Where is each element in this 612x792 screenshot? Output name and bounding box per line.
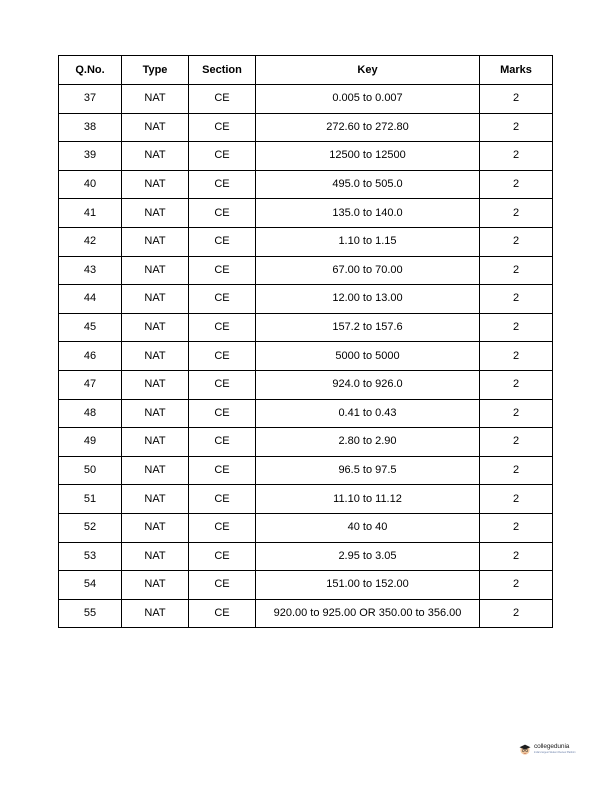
cell-type: NAT bbox=[122, 399, 189, 428]
header-section: Section bbox=[189, 56, 256, 85]
header-qno: Q.No. bbox=[59, 56, 122, 85]
table-row bbox=[59, 370, 553, 399]
table-row bbox=[59, 342, 553, 371]
cell-marks: 2 bbox=[480, 428, 553, 457]
cell-key: 151.00 to 152.00 bbox=[256, 571, 480, 600]
table-row bbox=[59, 113, 553, 142]
table-body bbox=[59, 85, 553, 628]
cell-marks: 2 bbox=[480, 170, 553, 199]
collegedunia-logo bbox=[518, 742, 576, 756]
cell-marks: 2 bbox=[480, 599, 553, 628]
cell-marks: 2 bbox=[480, 199, 553, 228]
cell-qno: 46 bbox=[59, 342, 122, 371]
cell-type: NAT bbox=[122, 227, 189, 256]
cell-key: 272.60 to 272.80 bbox=[256, 113, 480, 142]
cell-qno: 41 bbox=[59, 199, 122, 228]
cell-section: CE bbox=[189, 513, 256, 542]
cell-key: 2.80 to 2.90 bbox=[256, 428, 480, 457]
logo-tagline: India's largest Student Review Platform bbox=[534, 750, 576, 754]
cell-section: CE bbox=[189, 313, 256, 342]
table-row bbox=[59, 428, 553, 457]
cell-marks: 2 bbox=[480, 485, 553, 514]
cell-type: NAT bbox=[122, 542, 189, 571]
cell-type: NAT bbox=[122, 342, 189, 371]
cell-section: CE bbox=[189, 428, 256, 457]
cell-key: 67.00 to 70.00 bbox=[256, 256, 480, 285]
cell-qno: 39 bbox=[59, 142, 122, 171]
cell-qno: 47 bbox=[59, 370, 122, 399]
cell-section: CE bbox=[189, 370, 256, 399]
cell-section: CE bbox=[189, 399, 256, 428]
table-row bbox=[59, 256, 553, 285]
cell-section: CE bbox=[189, 199, 256, 228]
cell-type: NAT bbox=[122, 285, 189, 314]
cell-type: NAT bbox=[122, 313, 189, 342]
table-row bbox=[59, 456, 553, 485]
cell-type: NAT bbox=[122, 599, 189, 628]
cell-marks: 2 bbox=[480, 285, 553, 314]
table-header-row bbox=[59, 56, 553, 85]
cell-type: NAT bbox=[122, 428, 189, 457]
cell-key: 12.00 to 13.00 bbox=[256, 285, 480, 314]
cell-section: CE bbox=[189, 227, 256, 256]
answer-key-table bbox=[58, 55, 553, 628]
cell-key: 12500 to 12500 bbox=[256, 142, 480, 171]
table-row bbox=[59, 285, 553, 314]
cell-marks: 2 bbox=[480, 399, 553, 428]
table-row bbox=[59, 599, 553, 628]
cell-marks: 2 bbox=[480, 256, 553, 285]
cell-key: 0.005 to 0.007 bbox=[256, 85, 480, 114]
cell-type: NAT bbox=[122, 456, 189, 485]
table-row bbox=[59, 571, 553, 600]
cell-marks: 2 bbox=[480, 513, 553, 542]
table-row bbox=[59, 313, 553, 342]
cell-marks: 2 bbox=[480, 571, 553, 600]
cell-section: CE bbox=[189, 170, 256, 199]
cell-key: 135.0 to 140.0 bbox=[256, 199, 480, 228]
cell-qno: 43 bbox=[59, 256, 122, 285]
cell-key: 96.5 to 97.5 bbox=[256, 456, 480, 485]
cell-key: 0.41 to 0.43 bbox=[256, 399, 480, 428]
cell-qno: 51 bbox=[59, 485, 122, 514]
cell-section: CE bbox=[189, 285, 256, 314]
cell-marks: 2 bbox=[480, 227, 553, 256]
header-marks: Marks bbox=[480, 56, 553, 85]
cell-qno: 49 bbox=[59, 428, 122, 457]
cell-marks: 2 bbox=[480, 456, 553, 485]
cell-key: 495.0 to 505.0 bbox=[256, 170, 480, 199]
cell-qno: 52 bbox=[59, 513, 122, 542]
cell-type: NAT bbox=[122, 199, 189, 228]
cell-type: NAT bbox=[122, 170, 189, 199]
cell-marks: 2 bbox=[480, 370, 553, 399]
cell-marks: 2 bbox=[480, 113, 553, 142]
cell-qno: 37 bbox=[59, 85, 122, 114]
cell-marks: 2 bbox=[480, 142, 553, 171]
header-key: Key bbox=[256, 56, 480, 85]
cell-section: CE bbox=[189, 542, 256, 571]
table-row bbox=[59, 227, 553, 256]
cell-type: NAT bbox=[122, 85, 189, 114]
cell-section: CE bbox=[189, 142, 256, 171]
cell-qno: 54 bbox=[59, 571, 122, 600]
collegedunia-mascot-icon bbox=[518, 742, 532, 756]
cell-section: CE bbox=[189, 113, 256, 142]
cell-qno: 45 bbox=[59, 313, 122, 342]
cell-qno: 48 bbox=[59, 399, 122, 428]
cell-key: 1.10 to 1.15 bbox=[256, 227, 480, 256]
table-row bbox=[59, 170, 553, 199]
cell-marks: 2 bbox=[480, 342, 553, 371]
header-type: Type bbox=[122, 56, 189, 85]
cell-marks: 2 bbox=[480, 542, 553, 571]
cell-section: CE bbox=[189, 485, 256, 514]
cell-key: 40 to 40 bbox=[256, 513, 480, 542]
cell-key: 5000 to 5000 bbox=[256, 342, 480, 371]
cell-qno: 42 bbox=[59, 227, 122, 256]
cell-type: NAT bbox=[122, 142, 189, 171]
cell-type: NAT bbox=[122, 113, 189, 142]
cell-qno: 53 bbox=[59, 542, 122, 571]
table-row bbox=[59, 485, 553, 514]
cell-type: NAT bbox=[122, 571, 189, 600]
cell-qno: 38 bbox=[59, 113, 122, 142]
cell-qno: 50 bbox=[59, 456, 122, 485]
cell-type: NAT bbox=[122, 513, 189, 542]
cell-type: NAT bbox=[122, 370, 189, 399]
table-row bbox=[59, 199, 553, 228]
logo-name: collegedunia bbox=[534, 743, 570, 751]
table-row bbox=[59, 142, 553, 171]
cell-section: CE bbox=[189, 571, 256, 600]
cell-key: 11.10 to 11.12 bbox=[256, 485, 480, 514]
table-row bbox=[59, 513, 553, 542]
cell-key: 924.0 to 926.0 bbox=[256, 370, 480, 399]
cell-section: CE bbox=[189, 256, 256, 285]
cell-marks: 2 bbox=[480, 85, 553, 114]
table-row bbox=[59, 399, 553, 428]
cell-section: CE bbox=[189, 456, 256, 485]
table-row bbox=[59, 542, 553, 571]
cell-type: NAT bbox=[122, 485, 189, 514]
cell-qno: 40 bbox=[59, 170, 122, 199]
cell-type: NAT bbox=[122, 256, 189, 285]
cell-section: CE bbox=[189, 599, 256, 628]
cell-key: 2.95 to 3.05 bbox=[256, 542, 480, 571]
cell-key: 920.00 to 925.00 OR 350.00 to 356.00 bbox=[256, 599, 480, 628]
cell-section: CE bbox=[189, 85, 256, 114]
table-row bbox=[59, 85, 553, 114]
cell-section: CE bbox=[189, 342, 256, 371]
cell-qno: 55 bbox=[59, 599, 122, 628]
cell-marks: 2 bbox=[480, 313, 553, 342]
cell-qno: 44 bbox=[59, 285, 122, 314]
cell-key: 157.2 to 157.6 bbox=[256, 313, 480, 342]
